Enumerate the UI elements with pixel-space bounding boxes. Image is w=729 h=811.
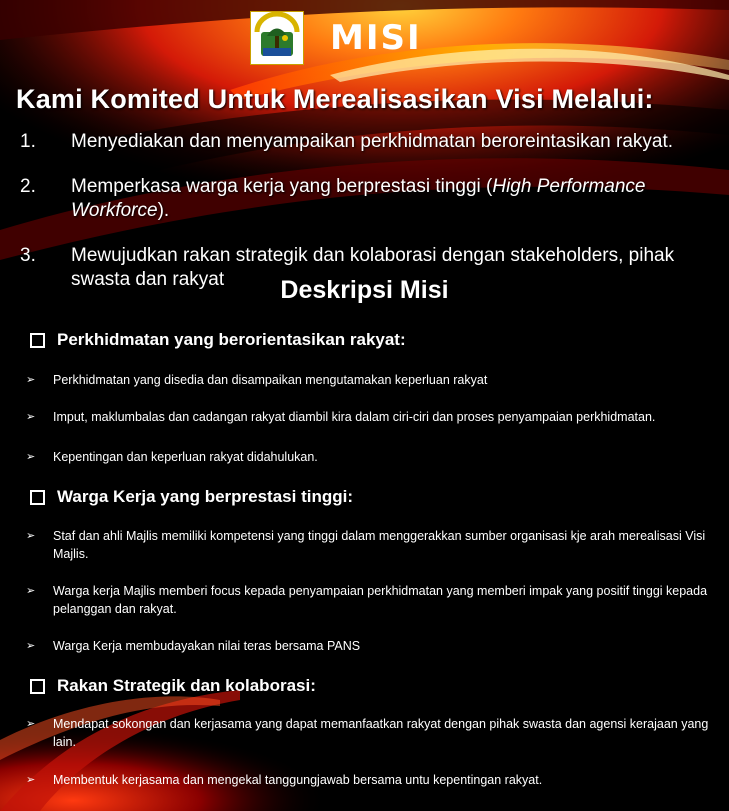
mission-number: 3.	[20, 245, 36, 266]
list-item-text: Warga Kerja membudayakan nilai teras bersama PANS	[53, 639, 361, 653]
header	[250, 10, 422, 66]
list-item-text: Mendapat sokongan dan kerjasama yang dapat memanfaatkan rakyat dengan pihak swasta dan agensi kerajaan yang lain.	[53, 717, 709, 749]
mission-number: 1.	[20, 131, 36, 152]
arrow-bullet-icon: ➢	[26, 718, 36, 730]
list-item-text: Staf dan ahli Majlis memiliki kompetensi yang tinggi dalam menggerakkan sumber organisasi kje arah merealisasi Visi Majlis.	[53, 529, 706, 561]
list-item-text: Imput, maklumbalas dan cadangan rakyat diambil kira dalam ciri-ciri dan proses penyampaian perkhidmatan.	[53, 410, 656, 424]
list-item	[26, 527, 716, 563]
section-title: Rakan Strategik dan kolaborasi:	[57, 676, 316, 695]
arrow-bullet-icon: ➢	[26, 774, 36, 786]
mission-text-end: ).	[157, 200, 170, 221]
list-item	[26, 771, 716, 789]
page-title: MISI	[330, 18, 422, 58]
mission-text-italic: High Performance Workforce	[71, 176, 646, 221]
mission-item	[20, 175, 720, 223]
arrow-bullet-icon: ➢	[26, 451, 36, 463]
section-title: Warga Kerja yang berprestasi tinggi:	[57, 487, 353, 506]
council-logo	[250, 11, 304, 65]
list-item	[26, 408, 716, 426]
arrow-bullet-icon: ➢	[26, 585, 36, 597]
list-item-text: Membentuk kerjasama dan mengekal tanggungjawab bersama untu kepentingan rakyat.	[53, 773, 543, 787]
checkbox-square-icon	[30, 679, 45, 694]
list-item	[26, 715, 716, 751]
mission-item	[20, 130, 720, 154]
list-item	[26, 637, 716, 655]
list-item-text: Warga kerja Majlis memberi focus kepada penyampaian perkhidmatan yang memberi impak yang positif tinggi kepada pelanggan dan rakyat.	[53, 584, 708, 616]
mission-text: Menyediakan dan menyampaikan perkhidmatan beroreintasikan rakyat.	[71, 131, 674, 152]
mission-text: Mewujudkan rakan strategik dan kolaborasi dengan stakeholders, pihak swasta dan rakyat	[71, 245, 675, 290]
arrow-bullet-icon: ➢	[26, 374, 36, 386]
mission-number: 2.	[20, 176, 36, 197]
arrow-bullet-icon: ➢	[26, 640, 36, 652]
mission-heading: Kami Komited Untuk Merealisasikan Visi Melalui:	[16, 84, 654, 114]
list-item-text: Perkhidmatan yang disedia dan disampaikan mengutamakan keperluan rakyat	[53, 373, 488, 387]
section-heading	[30, 676, 316, 696]
arrow-bullet-icon: ➢	[26, 530, 36, 542]
list-item-text: Kepentingan dan keperluan rakyat didahulukan.	[53, 450, 318, 464]
checkbox-square-icon	[30, 490, 45, 505]
section-heading	[30, 487, 353, 507]
list-item	[26, 582, 716, 618]
arrow-bullet-icon: ➢	[26, 411, 36, 423]
section-heading	[30, 330, 406, 350]
logo-emblem-icon	[251, 12, 303, 64]
list-item	[26, 448, 716, 466]
section-title: Perkhidmatan yang berorientasikan rakyat:	[57, 330, 406, 349]
list-item	[26, 371, 716, 389]
mission-text-start: Memperkasa warga kerja yang berprestasi tinggi (	[71, 176, 493, 197]
mission-text	[71, 175, 720, 223]
description-heading: Deskripsi Misi	[280, 276, 449, 304]
checkbox-square-icon	[30, 333, 45, 348]
